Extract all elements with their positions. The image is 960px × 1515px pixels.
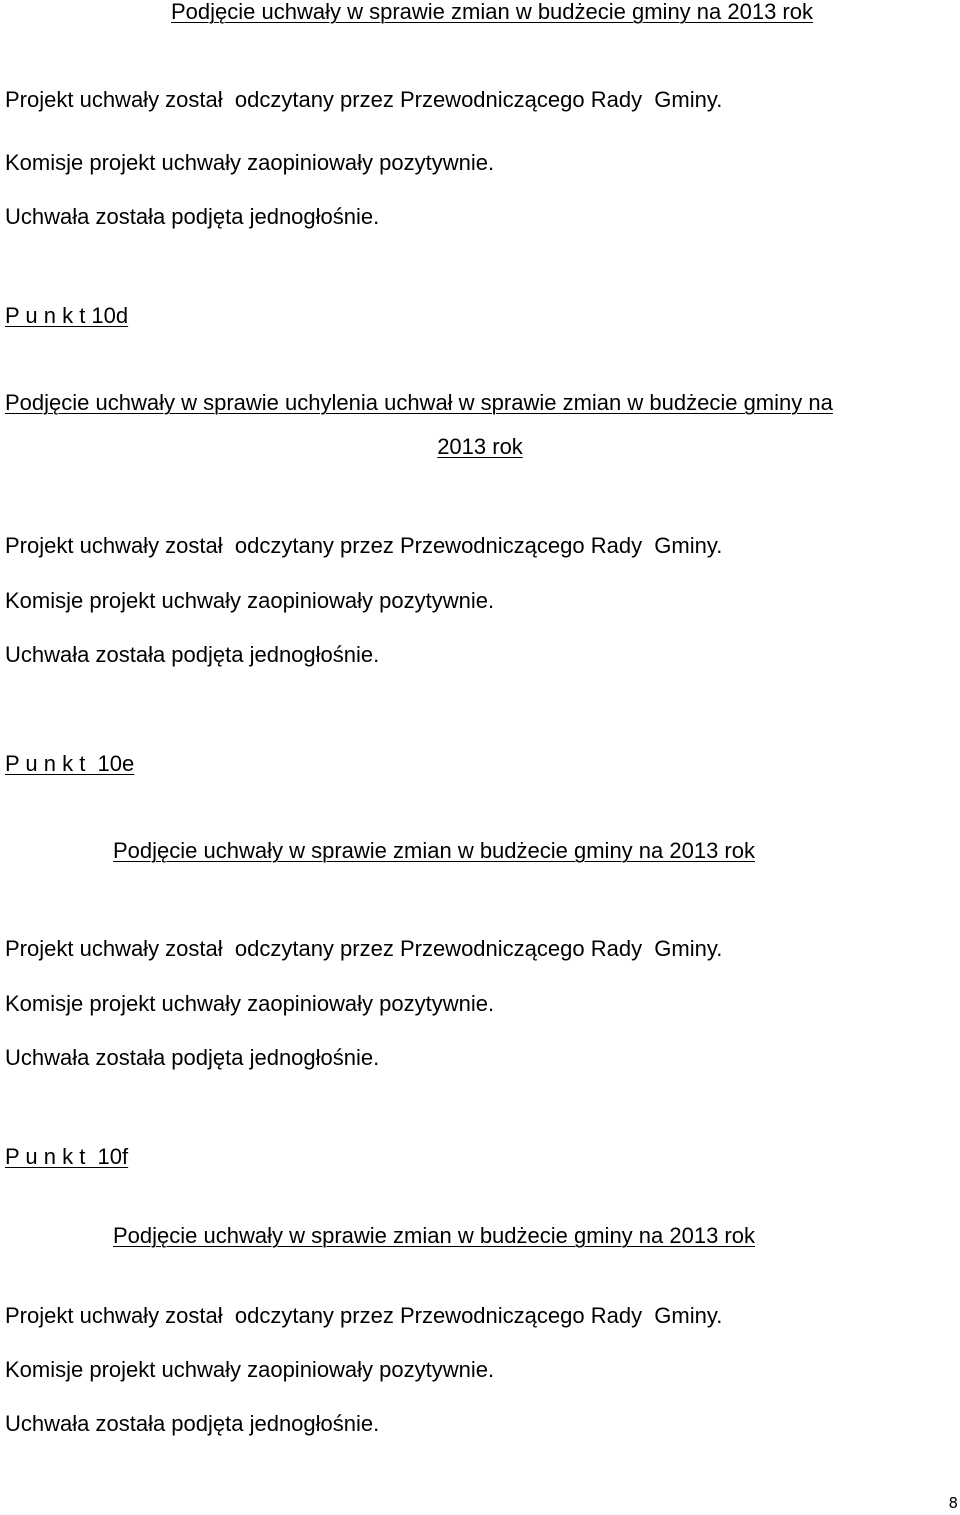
adoption-note: Uchwała została podjęta jednogłośnie. xyxy=(5,1045,380,1070)
adoption-note: Uchwała została podjęta jednogłośnie. xyxy=(5,642,380,667)
reading-note: Projekt uchwały został odczytany przez Przewodniczącego Rady Gminy. xyxy=(5,533,723,558)
committee-note: Komisje projekt uchwały zaopiniowały pozytywnie. xyxy=(5,1357,495,1382)
committee-note: Komisje projekt uchwały zaopiniowały pozytywnie. xyxy=(5,150,495,175)
committee-note: Komisje projekt uchwały zaopiniowały pozytywnie. xyxy=(5,588,495,613)
page-number: 8 xyxy=(948,1494,958,1512)
point-heading: P u n k t 10d xyxy=(5,303,129,328)
resolution-title: Podjęcie uchwały w sprawie uchylenia uchwał w sprawie zmian w budżecie gminy na xyxy=(5,390,833,415)
resolution-title: Podjęcie uchwały w sprawie zmian w budżecie gminy na 2013 rok xyxy=(113,838,755,863)
adoption-note: Uchwała została podjęta jednogłośnie. xyxy=(5,204,380,229)
resolution-title: Podjęcie uchwały w sprawie zmian w budżecie gminy na 2013 rok xyxy=(171,0,813,24)
adoption-note: Uchwała została podjęta jednogłośnie. xyxy=(5,1411,380,1436)
reading-note: Projekt uchwały został odczytany przez Przewodniczącego Rady Gminy. xyxy=(5,87,723,112)
resolution-title-cont: 2013 rok xyxy=(437,434,523,459)
reading-note: Projekt uchwały został odczytany przez Przewodniczącego Rady Gminy. xyxy=(5,936,723,961)
point-heading: P u n k t 10f xyxy=(5,1144,129,1169)
point-heading: P u n k t 10e xyxy=(5,751,135,776)
committee-note: Komisje projekt uchwały zaopiniowały pozytywnie. xyxy=(5,991,495,1016)
resolution-title: Podjęcie uchwały w sprawie zmian w budżecie gminy na 2013 rok xyxy=(113,1223,755,1248)
reading-note: Projekt uchwały został odczytany przez Przewodniczącego Rady Gminy. xyxy=(5,1303,723,1328)
